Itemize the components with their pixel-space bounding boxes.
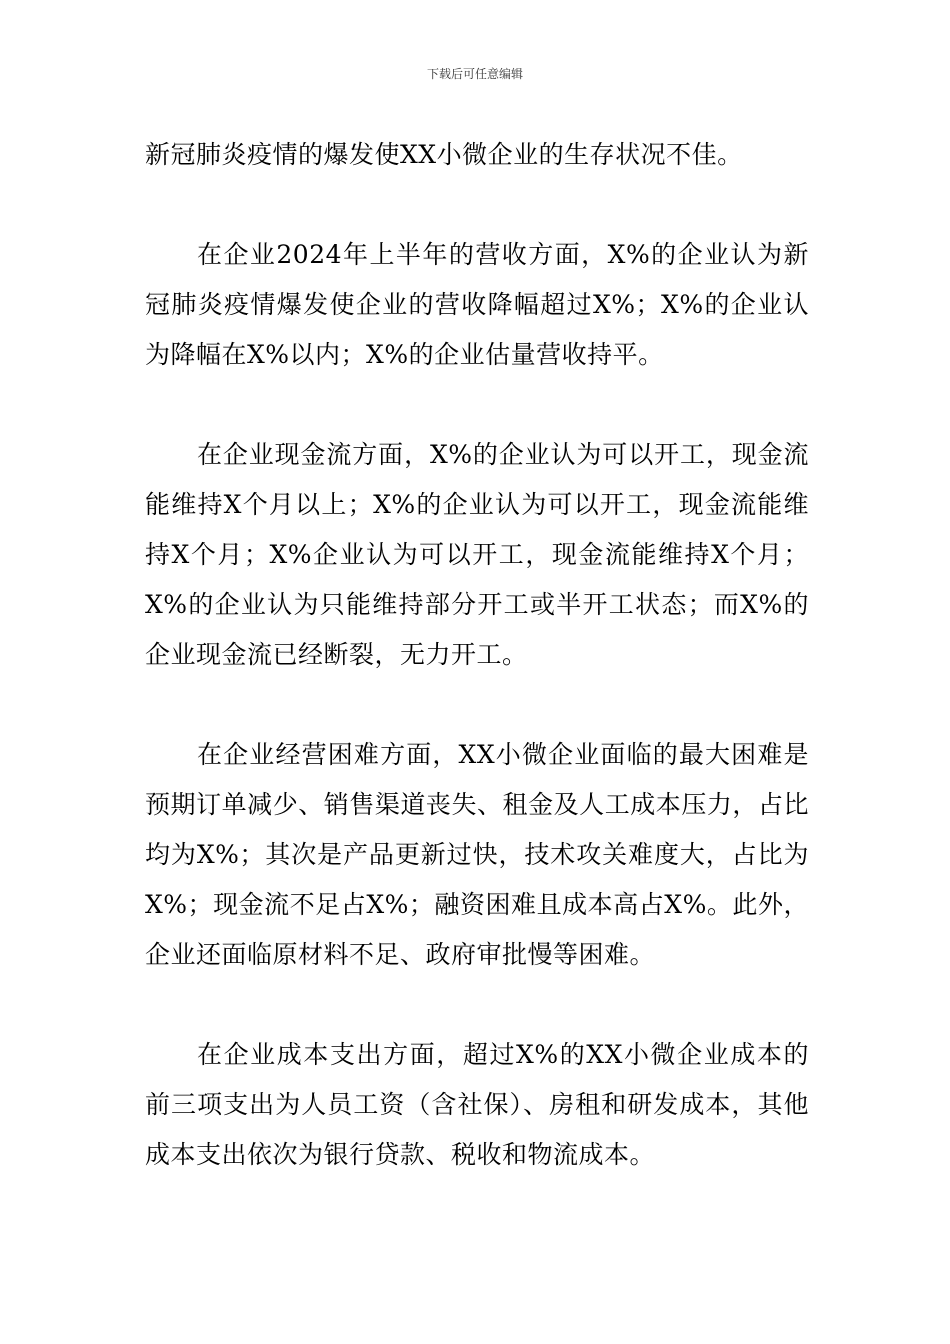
paragraph-cashflow: 在企业现金流方面，X%的企业认为可以开工，现金流能维持X个月以上；X%的企业认为可以开工，现金流能维持X个月；X%企业认为可以开工，现金流能维持X个月；X%的企业认为只能维持部分开工或半开工状态；而X%的企业现金流已经断裂，无力开工。 [145, 440, 809, 669]
paragraph-difficulties: 在企业经营困难方面，XX小微企业面临的最大困难是预期订单减少、销售渠道丧失、租金及人工成本压力，占比均为X%；其次是产品更新过快，技术攻关难度大，占比为X%；现金流不足占X%；融资困难且成本高占X%。此外，企业还面临原材料不足、政府审批慢等困难。 [145, 740, 809, 969]
document-body [145, 130, 809, 1180]
paragraph-gap [145, 980, 809, 1030]
paragraph-gap [145, 180, 809, 230]
paragraph-costs: 在企业成本支出方面，超过X%的XX小微企业成本的前三项支出为人员工资（含社保）、房租和研发成本，其他成本支出依次为银行贷款、税收和物流成本。 [145, 1040, 809, 1169]
paragraph-gap [145, 380, 809, 430]
page-header: 下载后可任意编辑 [426, 67, 523, 81]
paragraph-gap [145, 680, 809, 730]
paragraph-intro: 新冠肺炎疫情的爆发使XX小微企业的生存状况不佳。 [145, 140, 743, 169]
paragraph-revenue: 在企业2024年上半年的营收方面，X%的企业认为新冠肺炎疫情爆发使企业的营收降幅超过X%；X%的企业认为降幅在X%以内；X%的企业估量营收持平。 [145, 240, 809, 369]
